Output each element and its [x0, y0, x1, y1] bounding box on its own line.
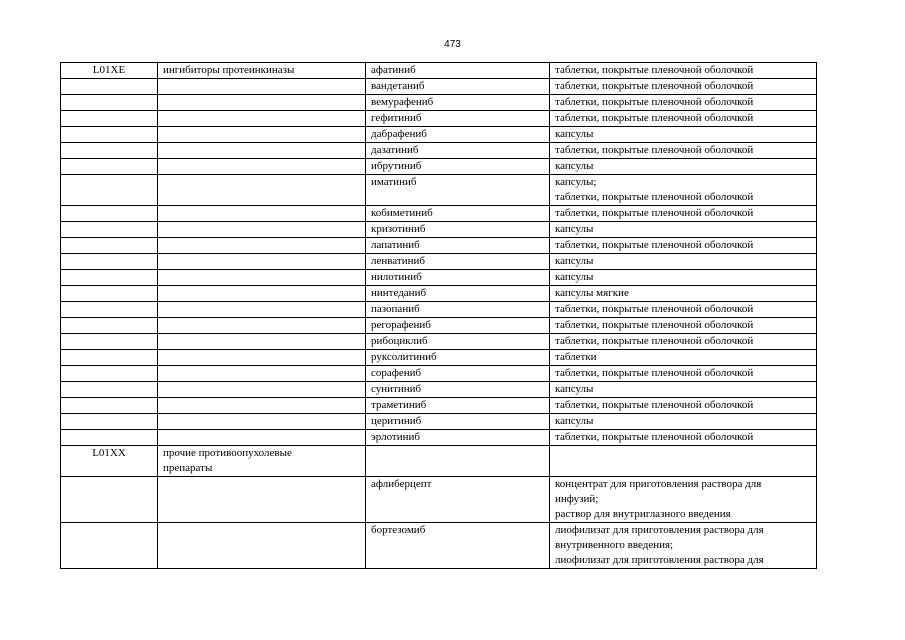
group-name-cell [158, 523, 366, 569]
dosage-form-cell: капсулы [550, 127, 817, 143]
atc-code-cell [61, 95, 158, 111]
drug-name-cell: нилотиниб [366, 270, 550, 286]
atc-code-cell [61, 430, 158, 446]
table-row [61, 414, 817, 430]
group-name-cell [158, 477, 366, 523]
dosage-form-cell: капсулы; таблетки, покрытые пленочной оболочкой [550, 175, 817, 206]
atc-code-cell [61, 206, 158, 222]
dosage-form-cell: капсулы [550, 222, 817, 238]
group-name-cell [158, 366, 366, 382]
drug-name-cell: ибрутиниб [366, 159, 550, 175]
table-row [61, 159, 817, 175]
group-name-cell [158, 206, 366, 222]
table-row [61, 286, 817, 302]
group-name-cell [158, 334, 366, 350]
drug-name-cell: ленватиниб [366, 254, 550, 270]
group-name-cell: прочие противоопухолевые препараты [158, 446, 366, 477]
atc-code-cell [61, 398, 158, 414]
drug-name-cell: нинтеданиб [366, 286, 550, 302]
group-name-cell [158, 95, 366, 111]
drug-name-cell: кобиметиниб [366, 206, 550, 222]
group-name-cell [158, 270, 366, 286]
drug-name-cell: афатиниб [366, 63, 550, 79]
dosage-form-cell: капсулы [550, 414, 817, 430]
atc-code-cell [61, 350, 158, 366]
drug-name-cell: афлиберцепт [366, 477, 550, 523]
atc-code-cell [61, 366, 158, 382]
atc-code-cell [61, 334, 158, 350]
dosage-form-cell: таблетки, покрытые пленочной оболочкой [550, 398, 817, 414]
atc-code-cell [61, 127, 158, 143]
atc-code-cell: L01XE [61, 63, 158, 79]
dosage-form-cell: таблетки, покрытые пленочной оболочкой [550, 206, 817, 222]
group-name-cell [158, 398, 366, 414]
atc-code-cell [61, 270, 158, 286]
dosage-form-cell: таблетки, покрытые пленочной оболочкой [550, 111, 817, 127]
drug-name-cell: сунитиниб [366, 382, 550, 398]
atc-code-cell [61, 382, 158, 398]
drug-name-cell: эрлотиниб [366, 430, 550, 446]
table-row [61, 127, 817, 143]
dosage-form-cell: капсулы [550, 382, 817, 398]
drug-name-cell: пазопаниб [366, 302, 550, 318]
atc-code-cell [61, 222, 158, 238]
table-row [61, 254, 817, 270]
table-row [61, 430, 817, 446]
group-name-cell [158, 175, 366, 206]
table-row [61, 63, 817, 79]
dosage-form-cell: капсулы мягкие [550, 286, 817, 302]
dosage-form-cell: таблетки, покрытые пленочной оболочкой [550, 238, 817, 254]
table-row [61, 222, 817, 238]
atc-code-cell [61, 111, 158, 127]
dosage-form-cell: таблетки [550, 350, 817, 366]
atc-code-cell [61, 318, 158, 334]
dosage-form-cell: таблетки, покрытые пленочной оболочкой [550, 334, 817, 350]
drug-table-body [61, 63, 817, 569]
dosage-form-cell: таблетки, покрытые пленочной оболочкой [550, 318, 817, 334]
group-name-cell [158, 79, 366, 95]
drug-name-cell: кризотиниб [366, 222, 550, 238]
dosage-form-cell: капсулы [550, 159, 817, 175]
table-row [61, 350, 817, 366]
atc-code-cell [61, 143, 158, 159]
table-row [61, 175, 817, 206]
dosage-form-cell: таблетки, покрытые пленочной оболочкой [550, 302, 817, 318]
dosage-form-cell: таблетки, покрытые пленочной оболочкой [550, 63, 817, 79]
table-row [61, 95, 817, 111]
atc-code-cell: L01XX [61, 446, 158, 477]
group-name-cell [158, 286, 366, 302]
group-name-cell [158, 302, 366, 318]
atc-code-cell [61, 523, 158, 569]
atc-code-cell [61, 159, 158, 175]
dosage-form-cell: таблетки, покрытые пленочной оболочкой [550, 79, 817, 95]
drug-name-cell: иматиниб [366, 175, 550, 206]
drug-table [60, 62, 817, 569]
drug-name-cell: дабрафениб [366, 127, 550, 143]
atc-code-cell [61, 414, 158, 430]
drug-name-cell: вемурафениб [366, 95, 550, 111]
dosage-form-cell: таблетки, покрытые пленочной оболочкой [550, 143, 817, 159]
atc-code-cell [61, 254, 158, 270]
table-row [61, 111, 817, 127]
group-name-cell [158, 382, 366, 398]
drug-name-cell [366, 446, 550, 477]
group-name-cell: ингибиторы протеинкиназы [158, 63, 366, 79]
page-number: 473 [444, 39, 461, 50]
table-row [61, 238, 817, 254]
atc-code-cell [61, 302, 158, 318]
group-name-cell [158, 111, 366, 127]
group-name-cell [158, 318, 366, 334]
table-row [61, 446, 817, 477]
drug-name-cell: дазатиниб [366, 143, 550, 159]
table-row [61, 523, 817, 569]
table-row [61, 366, 817, 382]
atc-code-cell [61, 79, 158, 95]
drug-name-cell: траметиниб [366, 398, 550, 414]
drug-name-cell: регорафениб [366, 318, 550, 334]
group-name-cell [158, 350, 366, 366]
atc-code-cell [61, 477, 158, 523]
table-row [61, 302, 817, 318]
atc-code-cell [61, 175, 158, 206]
group-name-cell [158, 222, 366, 238]
dosage-form-cell: таблетки, покрытые пленочной оболочкой [550, 366, 817, 382]
table-row [61, 143, 817, 159]
drug-name-cell: сорафениб [366, 366, 550, 382]
group-name-cell [158, 127, 366, 143]
drug-name-cell: бортезомиб [366, 523, 550, 569]
table-row [61, 398, 817, 414]
table-row [61, 382, 817, 398]
drug-name-cell: руксолитиниб [366, 350, 550, 366]
table-row [61, 270, 817, 286]
group-name-cell [158, 143, 366, 159]
table-row [61, 334, 817, 350]
table-row [61, 477, 817, 523]
table-row [61, 318, 817, 334]
dosage-form-cell: лиофилизат для приготовления раствора для внутривенного введения; лиофилизат для приготовления раствора для [550, 523, 817, 569]
group-name-cell [158, 414, 366, 430]
drug-name-cell: гефитиниб [366, 111, 550, 127]
dosage-form-cell: таблетки, покрытые пленочной оболочкой [550, 430, 817, 446]
dosage-form-cell [550, 446, 817, 477]
dosage-form-cell: капсулы [550, 254, 817, 270]
atc-code-cell [61, 238, 158, 254]
dosage-form-cell: таблетки, покрытые пленочной оболочкой [550, 95, 817, 111]
drug-name-cell: рибоциклиб [366, 334, 550, 350]
table-row [61, 206, 817, 222]
group-name-cell [158, 238, 366, 254]
group-name-cell [158, 430, 366, 446]
drug-name-cell: церитиниб [366, 414, 550, 430]
drug-name-cell: лапатиниб [366, 238, 550, 254]
drug-name-cell: вандетаниб [366, 79, 550, 95]
table-row [61, 79, 817, 95]
group-name-cell [158, 254, 366, 270]
atc-code-cell [61, 286, 158, 302]
dosage-form-cell: концентрат для приготовления раствора для инфузий; раствор для внутриглазного введения [550, 477, 817, 523]
group-name-cell [158, 159, 366, 175]
dosage-form-cell: капсулы [550, 270, 817, 286]
